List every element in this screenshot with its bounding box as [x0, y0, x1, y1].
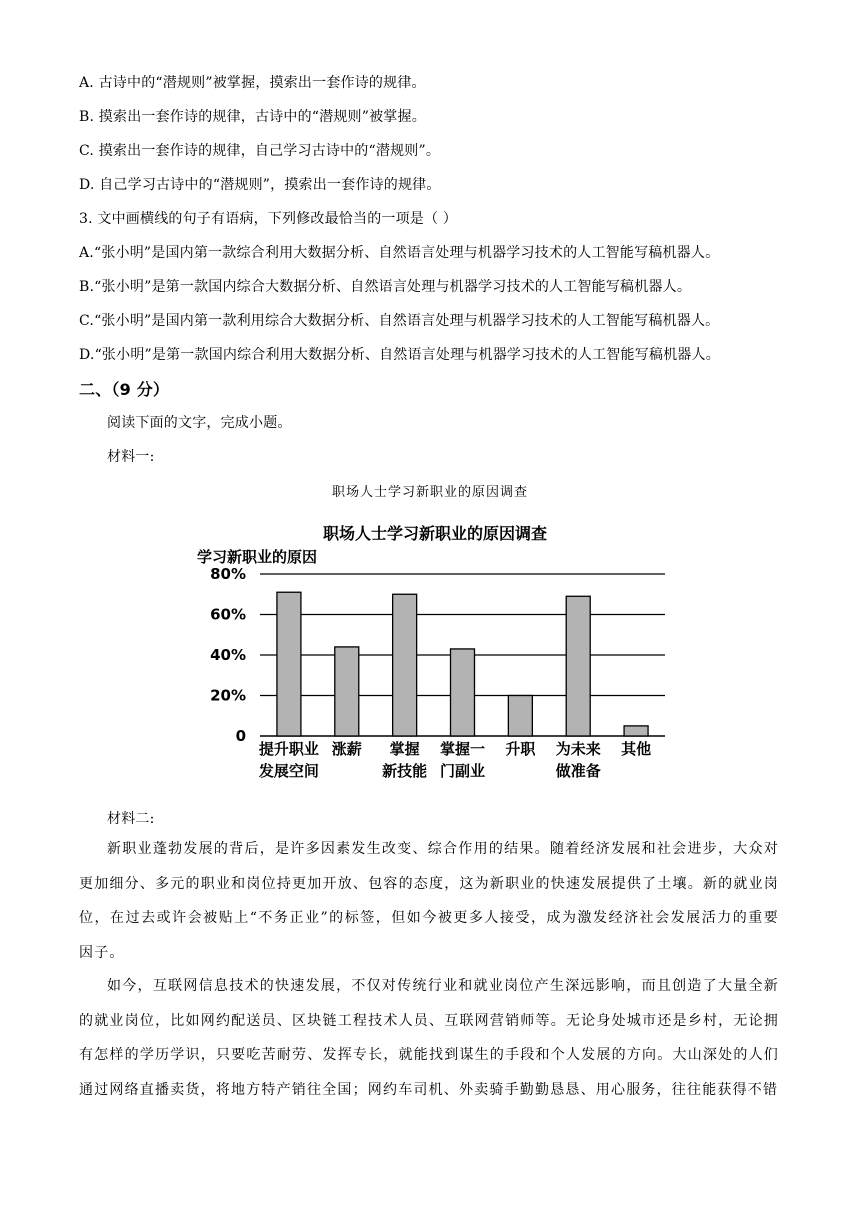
q3-stem: 3. 文中画横线的句子有语病，下列修改最恰当的一项是（ ）	[79, 211, 458, 227]
x-tick-label: 涨薪	[331, 740, 362, 758]
bar-3	[393, 594, 417, 736]
bar-5	[508, 696, 532, 737]
q3-option-a: A.“张小明”是国内第一款综合利用大数据分析、自然语言处理与机器学习技术的人工智能写稿机器人。	[79, 245, 720, 261]
material-2-paragraph-1: 新职业蓬勃发展的背后，是许多因素发生改变、综合作用的结果。随着经济发展和社会进步，大众对更加细分、多元的职业和岗位持更加开放、包容的态度，这为新职业的快速发展提供了土壤。新的就业岗位，在过去或许会被贴上“不务正业”的标签，但如今被更多人接受，成为激发经济社会发展活力的重要因子。	[79, 841, 779, 961]
x-tick-label: 发展空间	[258, 762, 319, 780]
bar-chart-svg	[180, 515, 680, 790]
x-tick-label: 升职	[505, 740, 536, 758]
bar-chart	[180, 515, 680, 790]
x-tick-label: 门副业	[439, 762, 486, 780]
q2-option-a: A. 古诗中的“潜规则”被掌握，摸索出一套作诗的规律。	[79, 75, 426, 91]
x-tick-label: 提升职业	[258, 740, 319, 758]
x-tick-label: 掌握一	[439, 740, 486, 758]
section-heading: 二、（9 分）	[79, 380, 170, 399]
bar-4	[451, 649, 475, 736]
q3-option-b: B.“张小明”是第一款国内综合大数据分析、自然语言处理与机器学习技术的人工智能写稿机器人。	[79, 279, 692, 295]
y-tick-label: 60%	[210, 605, 246, 624]
y-tick-label: 20%	[210, 686, 246, 705]
material-2-paragraph-2: 如今，互联网信息技术的快速发展，不仅对传统行业和就业岗位产生深远影响，而且创造了大量全新的就业岗位，比如网约配送员、区块链工程技术人员、互联网营销师等。无论身处城市还是乡村，无论拥有怎样的学历学识，只要吃苦耐劳、发挥专长，就能找到谋生的手段和个人发展的方向。大山深处的人们通过网络直播卖货，将地方特产销往全国；网约车司机、外卖骑手勤勤恳恳、用心服务，往往能获得不错	[79, 978, 779, 1098]
x-tick-label: 新技能	[382, 762, 428, 780]
x-tick-label: 其他	[621, 740, 652, 758]
y-tick-label: 0	[235, 727, 246, 745]
q2-option-b: B. 摸索出一套作诗的规律，古诗中的“潜规则”被掌握。	[79, 109, 426, 125]
x-tick-label: 掌握	[389, 740, 420, 758]
material-2-label: 材料二:	[107, 811, 155, 827]
y-axis-label: 学习新职业的原因	[197, 548, 318, 566]
material-1-label: 材料一:	[107, 449, 155, 465]
q3-option-c: C.“张小明”是国内第一款利用综合大数据分析、自然语言处理与机器学习技术的人工智能写稿机器人。	[79, 313, 720, 329]
y-tick-label: 80%	[210, 565, 246, 583]
chart-title: 职场人士学习新职业的原因调查	[322, 524, 548, 543]
bar-7	[624, 726, 648, 736]
q2-option-c: C. 摸索出一套作诗的规律，自己学习古诗中的“潜规则”。	[79, 143, 441, 159]
y-tick-label: 40%	[210, 646, 246, 664]
q2-option-d: D. 自己学习古诗中的“潜规则”，摸索出一套作诗的规律。	[79, 177, 441, 193]
q3-option-d: D.“张小明”是第一款国内综合利用大数据分析、自然语言处理与机器学习技术的人工智能写稿机器人。	[79, 347, 720, 363]
reading-intro: 阅读下面的文字，完成小题。	[107, 415, 292, 431]
bar-6	[566, 596, 590, 736]
x-tick-label: 为未来	[555, 740, 601, 758]
figure-caption: 职场人士学习新职业的原因调查	[331, 485, 528, 500]
bar-1	[277, 592, 301, 736]
x-tick-label: 做准备	[555, 762, 601, 780]
bar-2	[335, 647, 359, 736]
